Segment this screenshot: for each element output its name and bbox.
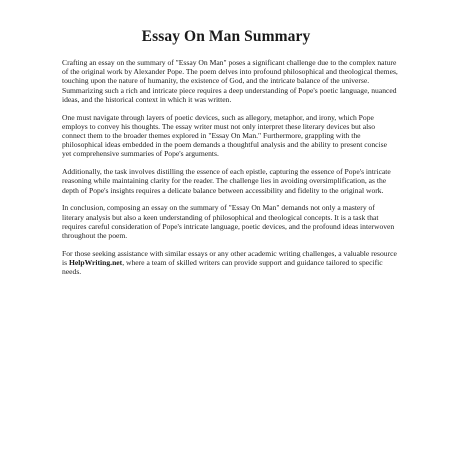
document-title: Essay On Man Summary [141, 28, 311, 45]
closing-text-after: , where a team of skilled writers can provide support and guidance tailored to specific needs. [62, 258, 383, 277]
paragraph-closing [62, 249, 398, 277]
paragraph-epistles: Additionally, the task involves distilling the essence of each epistle, capturing the essence of Pope's intricate reasoning while maintaining clarity for the reader. The challenge lies in avoiding oversimplification, as the depth of Pope's insights requires a delicate balance between accessibility and fidelity to the original work. [62, 167, 391, 195]
paragraph-conclusion: In conclusion, composing an essay on the summary of "Essay On Man" demands not only a mastery of literary analysis but also a keen understanding of philosophical and theological concepts. It is a task that requires careful consideration of Pope's intricate language, poetic devices, and the profound ideas interwoven throughout the poem. [62, 203, 395, 241]
closing-text-before: For those seeking assistance with similar essays or any other academic writing challenges, a valuable resource is [62, 248, 397, 268]
helpwriting-link[interactable]: HelpWriting.net [68, 258, 123, 268]
document-body [62, 58, 398, 285]
paragraph-devices: One must navigate through layers of poetic devices, such as allegory, metaphor, and irony, which Pope employs to convey his thoughts. The essay writer must not only interpret these literary devices but also connect them to the broader themes explored in "Essay On Man." Furthermore, grappling with the philosophical ideas embedded in the poem demands a thoughtful analysis and the ability to present concise yet comprehensive summaries of Pope's arguments. [62, 112, 387, 159]
paragraph-intro: Crafting an essay on the summary of "Essay On Man" poses a significant challenge due to the complex nature of the original work by Alexander Pope. The poem delves into profound philosophical and theological themes, touching upon the nature of humanity, the existence of God, and the intricate balance of the universe. Summarizing such a rich and intricate piece requires a deep understanding of Pope's poetic language, nuanced ideas, and the historical context in which it was written. [62, 58, 398, 104]
